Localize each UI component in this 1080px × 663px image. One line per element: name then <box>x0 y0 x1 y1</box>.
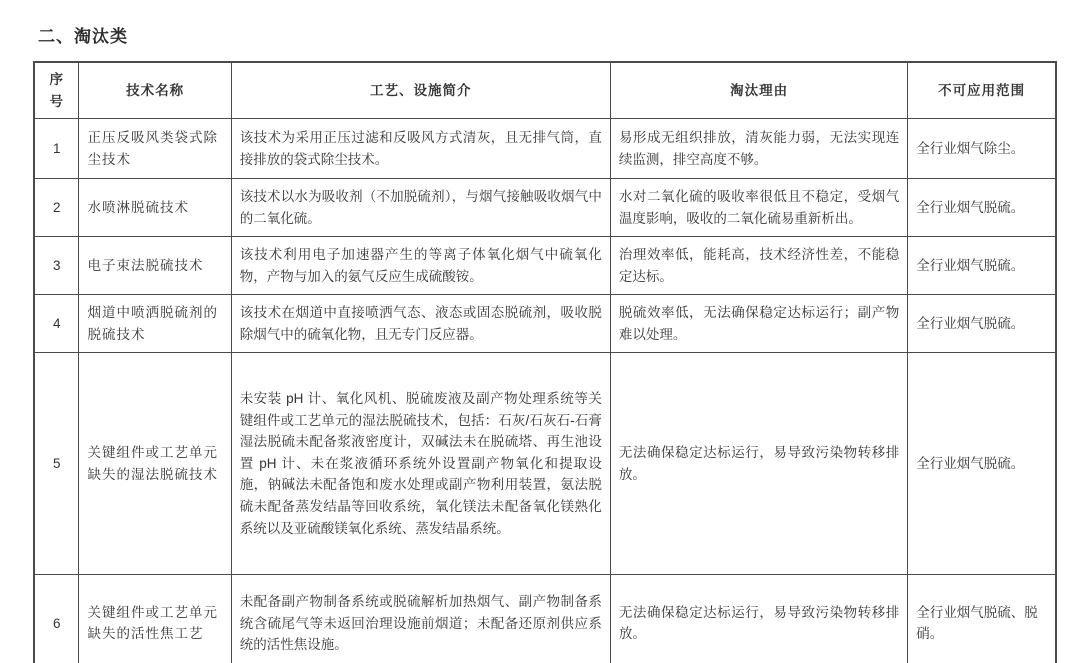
inapplicable-scope: 全行业烟气脱硫。 <box>908 179 1056 237</box>
row-number: 4 <box>34 295 79 353</box>
row-number: 6 <box>34 575 79 663</box>
table-header <box>34 62 1056 119</box>
table-body <box>34 119 1056 663</box>
table-row <box>34 575 1056 663</box>
elimination-technology-table <box>33 61 1057 663</box>
inapplicable-scope: 全行业烟气脱硫。 <box>908 237 1056 295</box>
elimination-reason: 脱硫效率低，无法确保稳定达标运行；副产物难以处理。 <box>610 295 907 353</box>
elimination-reason: 治理效率低，能耗高，技术经济性差，不能稳定达标。 <box>610 237 907 295</box>
process-description: 该技术为采用正压过滤和反吸风方式清灰，且无排气筒，直接排放的袋式除尘技术。 <box>231 119 610 179</box>
process-description: 未配备副产物制备系统或脱硫解析加热烟气、副产物制备系统含硫尾气等未返回治理设施前烟道；未配备还原剂供应系统的活性焦设施。 <box>231 575 610 663</box>
row-number: 5 <box>34 353 79 575</box>
elimination-reason: 无法确保稳定达标运行，易导致污染物转移排放。 <box>610 575 907 663</box>
section-title: 二、淘汰类 <box>38 27 128 46</box>
process-description: 未安装 pH 计、氧化风机、脱硫废液及副产物处理系统等关键组件或工艺单元的湿法脱硫技术，包括：石灰/石灰石-石膏湿法脱硫未配备浆液密度计，双碱法未在脱硫塔、再生池设置 pH 计、未在浆液循环系统外设置副产物氧化和提取设施，钠碱法未配备饱和废水处理或副产物利用装置，氨法脱硫未配备蒸发结晶等回收系统，氧化镁法未配备氧化镁熟化系统以及亚硫酸镁氧化系统、蒸发结晶系统。 <box>231 353 610 575</box>
elimination-reason: 易形成无组织排放，清灰能力弱，无法实现连续监测，排空高度不够。 <box>610 119 907 179</box>
header-cell-name: 技术名称 <box>79 62 231 119</box>
process-description: 该技术在烟道中直接喷洒气态、液态或固态脱硫剂，吸收脱除烟气中的硫氧化物，且无专门反应器。 <box>231 295 610 353</box>
header-row <box>34 62 1056 119</box>
row-number: 2 <box>34 179 79 237</box>
header-cell-reason: 淘汰理由 <box>610 62 907 119</box>
table-row <box>34 119 1056 179</box>
technology-name: 烟道中喷洒脱硫剂的脱硫技术 <box>79 295 231 353</box>
row-number: 1 <box>34 119 79 179</box>
technology-name: 电子束法脱硫技术 <box>79 237 231 295</box>
technology-name: 关键组件或工艺单元缺失的活性焦工艺 <box>79 575 231 663</box>
table-row <box>34 237 1056 295</box>
elimination-reason: 水对二氧化硫的吸收率很低且不稳定，受烟气温度影响，吸收的二氧化硫易重新析出。 <box>610 179 907 237</box>
elimination-reason: 无法确保稳定达标运行，易导致污染物转移排放。 <box>610 353 907 575</box>
header-cell-process: 工艺、设施简介 <box>231 62 610 119</box>
inapplicable-scope: 全行业烟气除尘。 <box>908 119 1056 179</box>
row-number: 3 <box>34 237 79 295</box>
technology-name: 水喷淋脱硫技术 <box>79 179 231 237</box>
process-description: 该技术以水为吸收剂（不加脱硫剂），与烟气接触吸收烟气中的二氧化硫。 <box>231 179 610 237</box>
technology-name: 正压反吸风类袋式除尘技术 <box>79 119 231 179</box>
table-row <box>34 295 1056 353</box>
header-cell-no: 序号 <box>34 62 79 119</box>
inapplicable-scope: 全行业烟气脱硫、脱硝。 <box>908 575 1056 663</box>
header-cell-scope: 不可应用范围 <box>908 62 1056 119</box>
inapplicable-scope: 全行业烟气脱硫。 <box>908 295 1056 353</box>
table-row <box>34 179 1056 237</box>
table-row <box>34 353 1056 575</box>
technology-name: 关键组件或工艺单元缺失的湿法脱硫技术 <box>79 353 231 575</box>
process-description: 该技术利用电子加速器产生的等离子体氧化烟气中硫氧化物，产物与加入的氨气反应生成硫酸铵。 <box>231 237 610 295</box>
inapplicable-scope: 全行业烟气脱硫。 <box>908 353 1056 575</box>
